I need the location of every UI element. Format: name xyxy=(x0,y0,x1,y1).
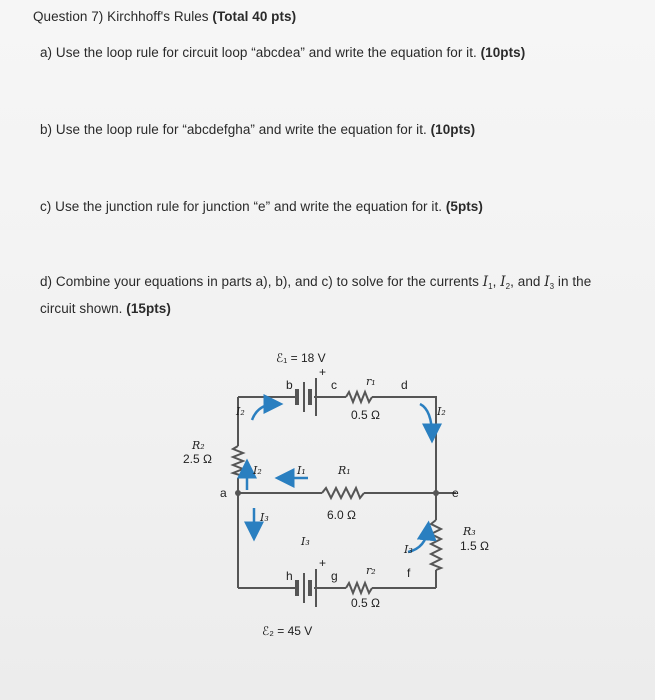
node-h-label: h xyxy=(286,569,293,583)
arrow-i2-top xyxy=(252,404,276,420)
arrow-i2-right xyxy=(420,404,432,436)
battery-emf2 xyxy=(297,569,316,607)
r1-label: r₁ xyxy=(366,375,376,388)
resistor-r1 xyxy=(346,392,372,402)
current-i2-top-label: I₂ xyxy=(236,405,245,418)
node-e-label: e xyxy=(452,486,459,500)
R3-label: R₃ xyxy=(463,525,476,538)
part-c-points: (5pts) xyxy=(445,199,483,214)
node-f-label: f xyxy=(407,566,411,580)
current-arrows xyxy=(247,404,432,552)
node-b-label: b xyxy=(286,378,293,392)
part-b-question: b) Use the loop rule for “abcdefgha” and write the equation for it. (10pts) xyxy=(40,122,476,137)
node-g-label: g xyxy=(331,569,338,583)
part-a-points: (10pts) xyxy=(480,45,526,60)
r2-label: r₂ xyxy=(366,564,376,577)
battery-emf1 xyxy=(297,378,316,416)
question-title: Question 7) Kirchhoff's Rules (Total 40 pts) xyxy=(33,9,297,24)
resistor-R3 xyxy=(431,520,441,570)
emf1-label: ℰ₁ = 18 V xyxy=(276,351,326,365)
R2-value: 2.5 Ω xyxy=(183,452,212,466)
part-c-question: c) Use the junction rule for junction “e” and write the equation for it. (5pts) xyxy=(40,199,483,214)
node-c-label: c xyxy=(331,378,337,392)
current-i3-left-label: I₃ xyxy=(260,511,269,524)
part-d-question: d) Combine your equations in parts a), b), and c) to solve for the currents $I_1$, $I_2$, and $I_3$ in the circuit shown. (15pts) xyxy=(40,274,592,316)
resistor-r2 xyxy=(346,583,372,593)
circuit-diagram xyxy=(0,330,655,660)
emf1-plus-sign: + xyxy=(319,365,327,379)
r1-value: 0.5 Ω xyxy=(351,408,380,422)
emf2-label: ℰ₂ = 45 V xyxy=(262,624,313,638)
current-i3-symbol: I xyxy=(544,274,550,290)
circuit-wires xyxy=(238,397,456,588)
R3-value: 1.5 Ω xyxy=(460,539,489,553)
current-i1-label: I₁ xyxy=(297,464,306,477)
title-points: (Total 40 pts) xyxy=(212,9,297,24)
current-i2-symbol: I xyxy=(500,274,506,290)
emf2-plus-sign: + xyxy=(319,556,327,570)
current-i2-right-label: I₂ xyxy=(437,405,446,418)
node-a-dot xyxy=(235,490,241,496)
R2-label: R₂ xyxy=(192,439,205,452)
current-i3-bottom-label: I₃ xyxy=(301,535,310,548)
node-d-label: d xyxy=(401,378,408,392)
r2-value: 0.5 Ω xyxy=(351,596,380,610)
part-a-question: a) Use the loop rule for circuit loop “abcdea” and write the equation for it. (10pts) xyxy=(40,45,526,60)
node-a-label: a xyxy=(220,486,227,500)
resistor-R2 xyxy=(233,446,243,478)
resistor-R1 xyxy=(322,488,364,498)
current-i2-left-label: I₂ xyxy=(253,464,262,477)
part-b-points: (10pts) xyxy=(430,122,476,137)
R1-value: 6.0 Ω xyxy=(327,508,356,522)
current-i1-symbol: I xyxy=(482,274,489,290)
node-e-dot xyxy=(433,490,439,496)
part-d-points: (15pts) xyxy=(126,301,171,316)
R1-label: R₁ xyxy=(338,464,351,477)
current-i3-right-label: I₃ xyxy=(404,543,413,556)
